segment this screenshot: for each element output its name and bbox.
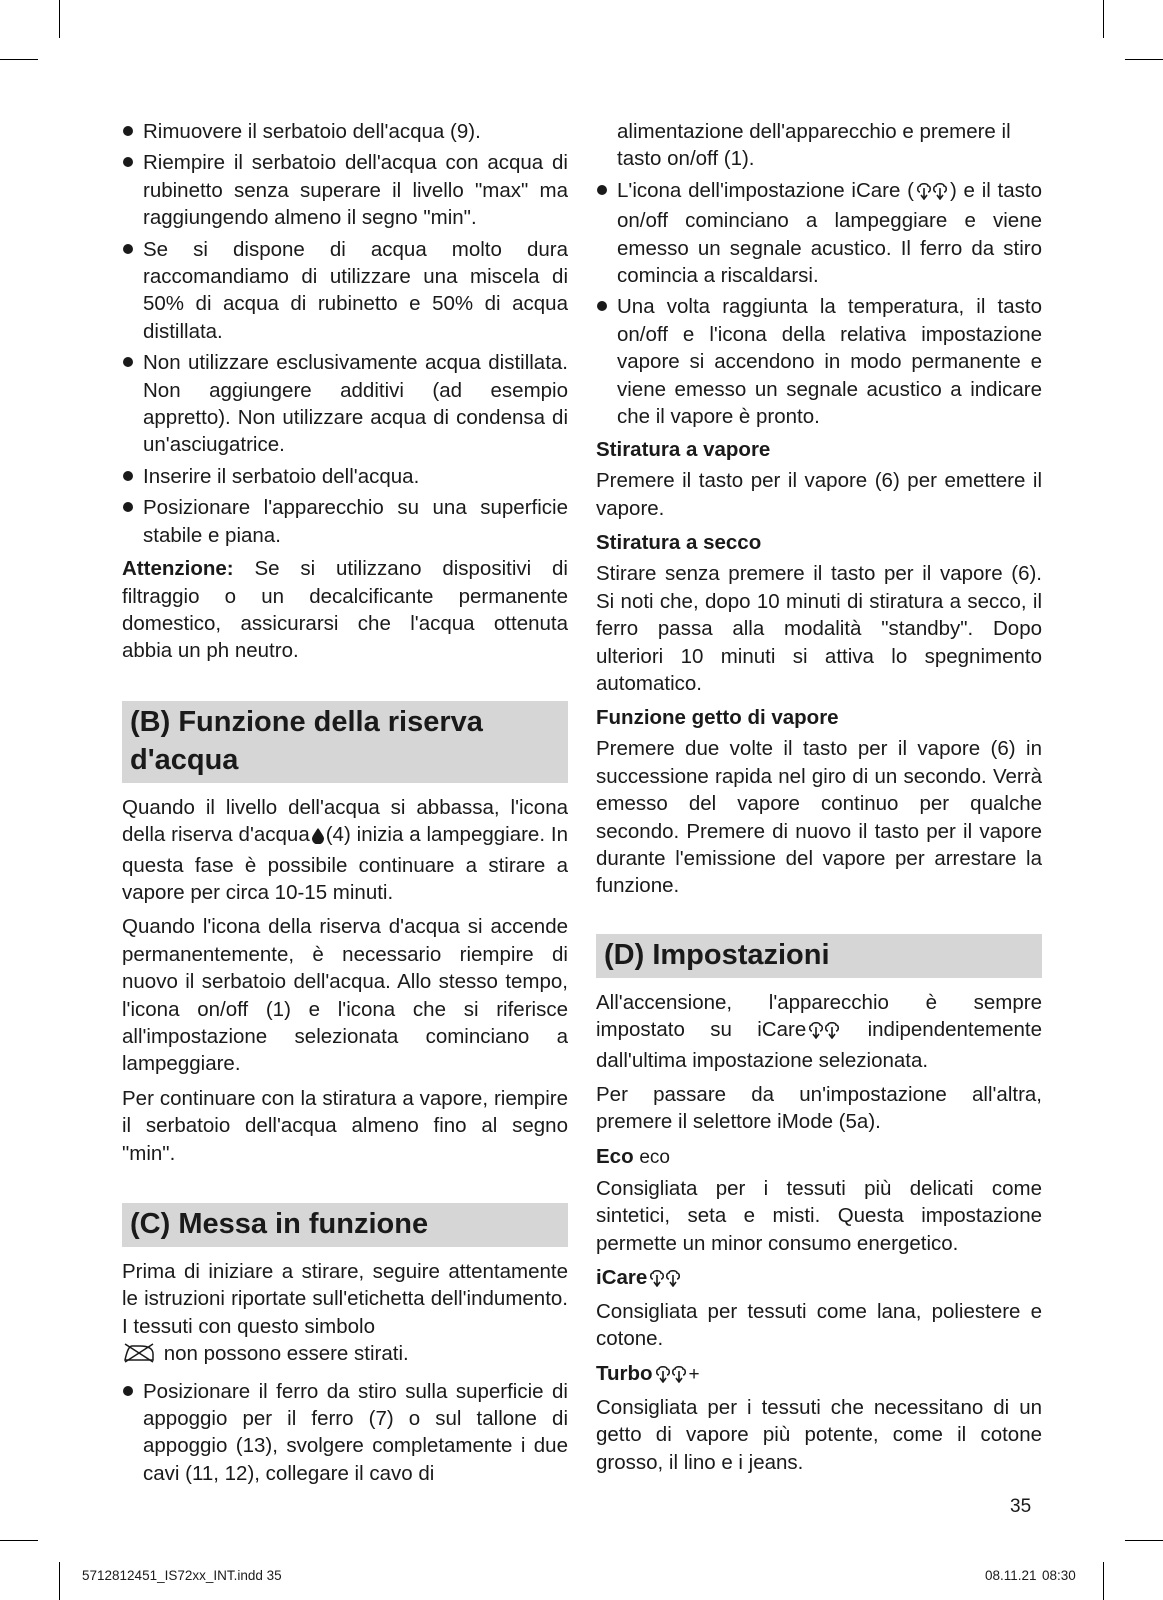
subheading-icare: iCare <box>596 1264 1042 1294</box>
subheading-dry: Stiratura a secco <box>596 531 762 555</box>
eco-symbol: eco <box>639 1146 670 1168</box>
crop-mark <box>0 1540 38 1541</box>
footer-date: 08.11.21 <box>985 1568 1037 1583</box>
list-item: Se si dispone di acqua molto dura raccomandiamo di utilizzare una miscela di 50% di acqua di rubinetto e 50% di acqua distillata. <box>122 236 568 346</box>
left-column <box>122 118 568 1491</box>
page-number: 35 <box>1010 1496 1032 1517</box>
list-item: Inserire il serbatoio dell'acqua. <box>122 463 568 490</box>
paragraph: All'accensione, l'apparecchio è sempre impostato su iCare indipendentemente dall'ultima impostazione selezionata. <box>596 990 1042 1072</box>
subheading-steam: Stiratura a vapore <box>596 438 771 462</box>
list-item: Non utilizzare esclusivamente acqua distillata. Non aggiungere additivi (ad esempio appretto). Non utilizzare acqua di condensa di un'asciugatrice. <box>122 349 568 459</box>
paragraph: Premere il tasto per il vapore (6) per emettere il vapore. <box>596 469 1042 520</box>
crop-mark <box>1103 0 1104 38</box>
section-heading-c: (C) Messa in funzione <box>122 1203 568 1247</box>
paragraph: Per passare da un'impostazione all'altra, premere il selettore iMode (5a). <box>596 1082 1042 1134</box>
steam-icon <box>649 1267 681 1294</box>
subheading-jet: Funzione getto di vapore <box>596 706 839 730</box>
list-item: Posizionare il ferro da stiro sulla superficie di appoggio per il ferro (7) o sul tallone di appoggio (13), svolgere completamente i due cavi (11, 12), collegare il cavo di <box>122 1378 568 1488</box>
paragraph: Consigliata per i tessuti più delicati come sintetici, seta e misti. Questa impostazione permette un minor consumo energetico. <box>596 1176 1042 1255</box>
section-heading-b: (B) Funzione della riserva d'acqua <box>122 701 568 783</box>
crop-mark <box>1125 1540 1163 1541</box>
right-column <box>596 118 1042 1483</box>
attention-note <box>122 555 568 665</box>
list-item: L'icona dell'impostazione iCare ( ) e il tasto on/off cominciano a lampeggiare e viene emesso un segnale acustico. Il ferro da stiro comincia a riscaldarsi. <box>596 177 1042 290</box>
paragraph: Stirare senza premere il tasto per il vapore (6). Si noti che, dopo 10 minuti di stiratura a secco, il ferro passa alla modalità "standby". Dopo ulteriori 10 minuti si attiva lo spegnimento automatico. <box>596 562 1042 695</box>
paragraph: Quando il livello dell'acqua si abbassa, l'icona della riserva d'acqua (4) inizia a lampeggiare. In questa fase è possibile continuare a stirare a vapore per circa 10-15 minuti. <box>122 795 568 904</box>
subheading-eco: Eco eco <box>596 1144 670 1168</box>
paragraph: Premere due volte il tasto per il vapore (6) in successione rapida nel giro di un secondo. Verrà emesso del vapore continuo per qualche secondo. Premere di nuovo il tasto per il vapore durante l'emissione del vapore per arrestare la funzione. <box>596 737 1042 898</box>
crop-mark <box>59 1562 60 1600</box>
steam-icon <box>655 1363 687 1390</box>
subheading-turbo: Turbo + <box>596 1360 1042 1390</box>
crop-mark <box>1103 1562 1104 1600</box>
steam-icon <box>916 180 948 207</box>
paragraph: Consigliata per i tessuti che necessitano di un getto di vapore più potente, come il cotone grosso, il lino e i jeans. <box>596 1395 1042 1474</box>
attention-label: Attenzione: <box>122 557 234 581</box>
paragraph: Consigliata per tessuti come lana, poliestere e cotone. <box>596 1300 1042 1351</box>
paragraph: Quando l'icona della riserva d'acqua si accende permanentemente, è necessario riempire di nuovo il serbatoio dell'acqua. Allo stesso tempo, l'icona on/off (1) e l'icona che si riferisce all'impostazione selezionata cominciano a lampeggiare. <box>122 915 568 1076</box>
footer-time: 08:30 <box>1042 1568 1076 1583</box>
paragraph: Prima di iniziare a stirare, seguire attentamente le istruzioni riportate sull'etichetta dell'indumento. I tessuti con questo simbolo non possono essere stirati. <box>122 1258 568 1371</box>
attention-text: Se si utilizzano dispositivi di filtraggio o un decalcificante permanente domestico, assicurarsi che l'acqua ottenuta abbia un ph neutro. <box>122 557 568 663</box>
list-item: Una volta raggiunta la temperatura, il tasto on/off e l'icona della relativa impostazione vapore si accendono in modo permanente e viene emesso un segnale acustico a indicare che il vapore è pronto. <box>596 293 1042 430</box>
crop-mark <box>0 59 38 60</box>
paragraph: alimentazione dell'apparecchio e premere il tasto on/off (1). <box>617 120 1011 171</box>
section-heading-d: (D) Impostazioni <box>596 934 1042 978</box>
turbo-plus: + <box>688 1363 700 1385</box>
list-item: Posizionare l'apparecchio su una superficie stabile e piana. <box>122 494 568 549</box>
crop-mark <box>59 0 60 38</box>
footer-file: 5712812451_IS72xx_INT.indd 35 <box>82 1568 282 1583</box>
paragraph: Per continuare con la stiratura a vapore, riempire il serbatoio dell'acqua almeno fino al segno "min". <box>122 1086 568 1165</box>
steam-icon <box>808 1019 840 1046</box>
water-drop-icon <box>312 824 324 851</box>
no-iron-icon <box>122 1343 156 1370</box>
list-item: Riempire il serbatoio dell'acqua con acqua di rubinetto senza superare il livello "max" ma raggiungendo almeno il segno "min". <box>122 149 568 231</box>
list-item: Rimuovere il serbatoio dell'acqua (9). <box>122 118 568 145</box>
crop-mark <box>1125 59 1163 60</box>
